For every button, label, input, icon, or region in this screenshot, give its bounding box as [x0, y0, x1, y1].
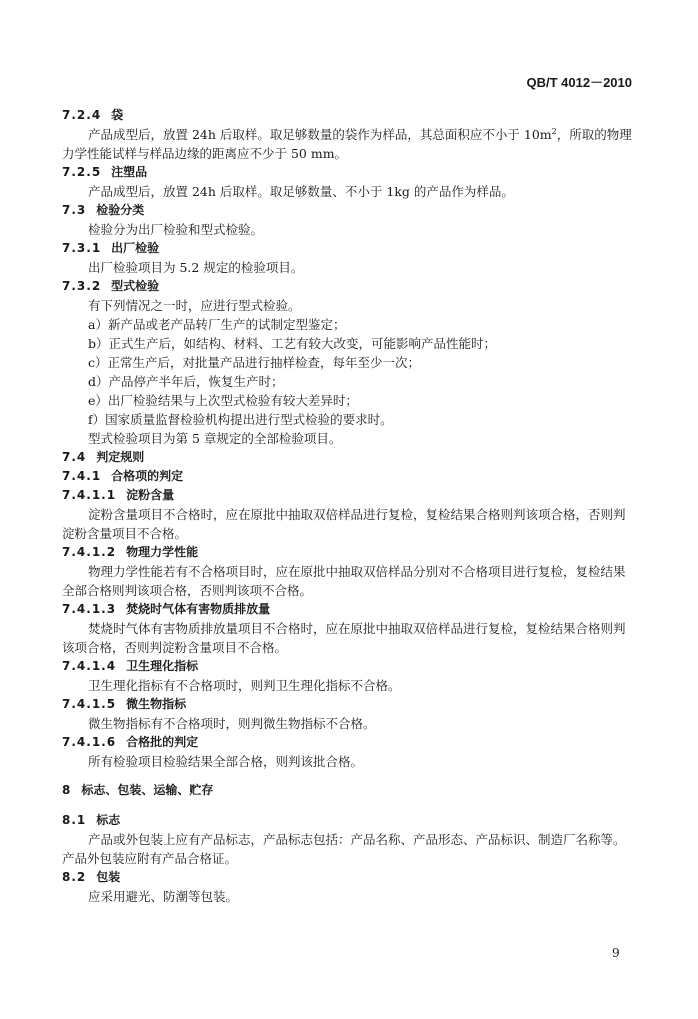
heading-7-4-1: 7.4.1 合格项的判定 [62, 469, 184, 483]
heading-7-4-1-6: 7.4.1.6 合格批的判定 [62, 735, 199, 749]
heading-7-4-1-4: 7.4.1.4 卫生理化指标 [62, 659, 199, 673]
document-body [62, 106, 640, 906]
paragraph-7-4-1-6: 所有检验项目检验结果全部合格，则判该批合格。 [88, 754, 364, 769]
paragraph-7-4-1-5: 微生物指标有不合格项时，则判微生物指标不合格。 [88, 716, 376, 731]
paragraph-8-2: 应采用避光、防潮等包装。 [88, 889, 239, 904]
heading-7-4: 7.4 判定规则 [62, 450, 145, 464]
paragraph-7-2-5: 产品成型后，放置 24h 后取样。取足够数量、不小于 1kg 的产品作为样品。 [88, 184, 514, 199]
heading-8-2: 8.2 包装 [62, 870, 121, 884]
heading-7-3-1: 7.3.1 出厂检验 [62, 241, 160, 255]
list-item-d: d）产品停产半年后，恢复生产时； [88, 374, 284, 389]
heading-7-4-1-5: 7.4.1.5 微生物指标 [62, 697, 187, 711]
heading-7-2-5: 7.2.5 注塑品 [62, 165, 148, 179]
paragraph-8-1-line2: 产品外包装应附有产品合格证。 [62, 851, 238, 866]
paragraph-7-3-1: 出厂检验项目为 5.2 规定的检验项目。 [88, 260, 304, 275]
heading-8-1: 8.1 标志 [62, 813, 121, 827]
heading-7-4-1-3: 7.4.1.3 焚烧时气体有害物质排放量 [62, 602, 271, 616]
chapter-8-heading: 8 标志、包装、运输、贮存 [62, 783, 214, 797]
paragraph-7-4-1-1-line1: 淀粉含量项目不合格时，应在原批中抽取双倍样品进行复检，复检结果合格则判该项合格，否则判 [88, 507, 626, 522]
paragraph-7-4-1-2-line1: 物理力学性能若有不合格项目时，应在原批中抽取双倍样品分别对不合格项目进行复检，复检结果 [88, 564, 626, 579]
paragraph-7-2-4-line1: 产品成型后，放置 24h 后取样。取足够数量的袋作为样品，其总面积应不小于 $10m^2$，所取的物理 [88, 126, 632, 142]
paragraph-7-4-1-3-line2: 该项合格，否则判淀粉含量项目不合格。 [62, 640, 288, 655]
paragraph-7-4-1-3-line1: 焚烧时气体有害物质排放量项目不合格时，应在原批中抽取双倍样品进行复检，复检结果合格则判 [88, 621, 626, 636]
heading-7-2-4: 7.2.4 袋 [62, 108, 124, 122]
page-number: 9 [612, 946, 620, 960]
list-item-e: e）出厂检验结果与上次型式检验有较大差异时； [88, 393, 358, 408]
list-item-f: f）国家质量监督检验机构提出进行型式检验的要求时。 [88, 412, 393, 427]
paragraph-7-2-4-line2: 力学性能试样与样品边缘的距离应不少于 50 mm。 [62, 146, 348, 161]
standard-number: QB/T 4012－2010 [526, 75, 632, 90]
paragraph-7-4-1-1-line2: 淀粉含量项目不合格。 [62, 526, 188, 541]
paragraph-7-3-2-outro: 型式检验项目为第 5 章规定的全部检验项目。 [88, 431, 342, 446]
list-item-a: a）新产品或老产品转厂生产的试制定型鉴定； [88, 317, 346, 332]
heading-7-4-1-2: 7.4.1.2 物理力学性能 [62, 545, 199, 559]
paragraph-8-1-line1: 产品或外包装上应有产品标志，产品标志包括：产品名称、产品形态、产品标识、制造厂名称等。 [88, 832, 626, 847]
paragraph-7-4-1-2-line2: 全部合格则判该项合格，否则判该项不合格。 [62, 583, 313, 598]
paragraph-7-3: 检验分为出厂检验和型式检验。 [88, 222, 264, 237]
heading-7-3-2: 7.3.2 型式检验 [62, 279, 160, 293]
paragraph-7-4-1-4: 卫生理化指标有不合格项时，则判卫生理化指标不合格。 [88, 678, 401, 693]
paragraph-7-3-2-intro: 有下列情况之一时，应进行型式检验。 [88, 298, 301, 313]
list-item-b: b）正式生产后，如结构、材料、工艺有较大改变，可能影响产品性能时； [88, 336, 497, 351]
heading-7-3: 7.3 检验分类 [62, 203, 145, 217]
list-item-c: c）正常生产后，对批量产品进行抽样检查，每年至少一次； [88, 355, 421, 370]
heading-7-4-1-1: 7.4.1.1 淀粉含量 [62, 488, 175, 502]
